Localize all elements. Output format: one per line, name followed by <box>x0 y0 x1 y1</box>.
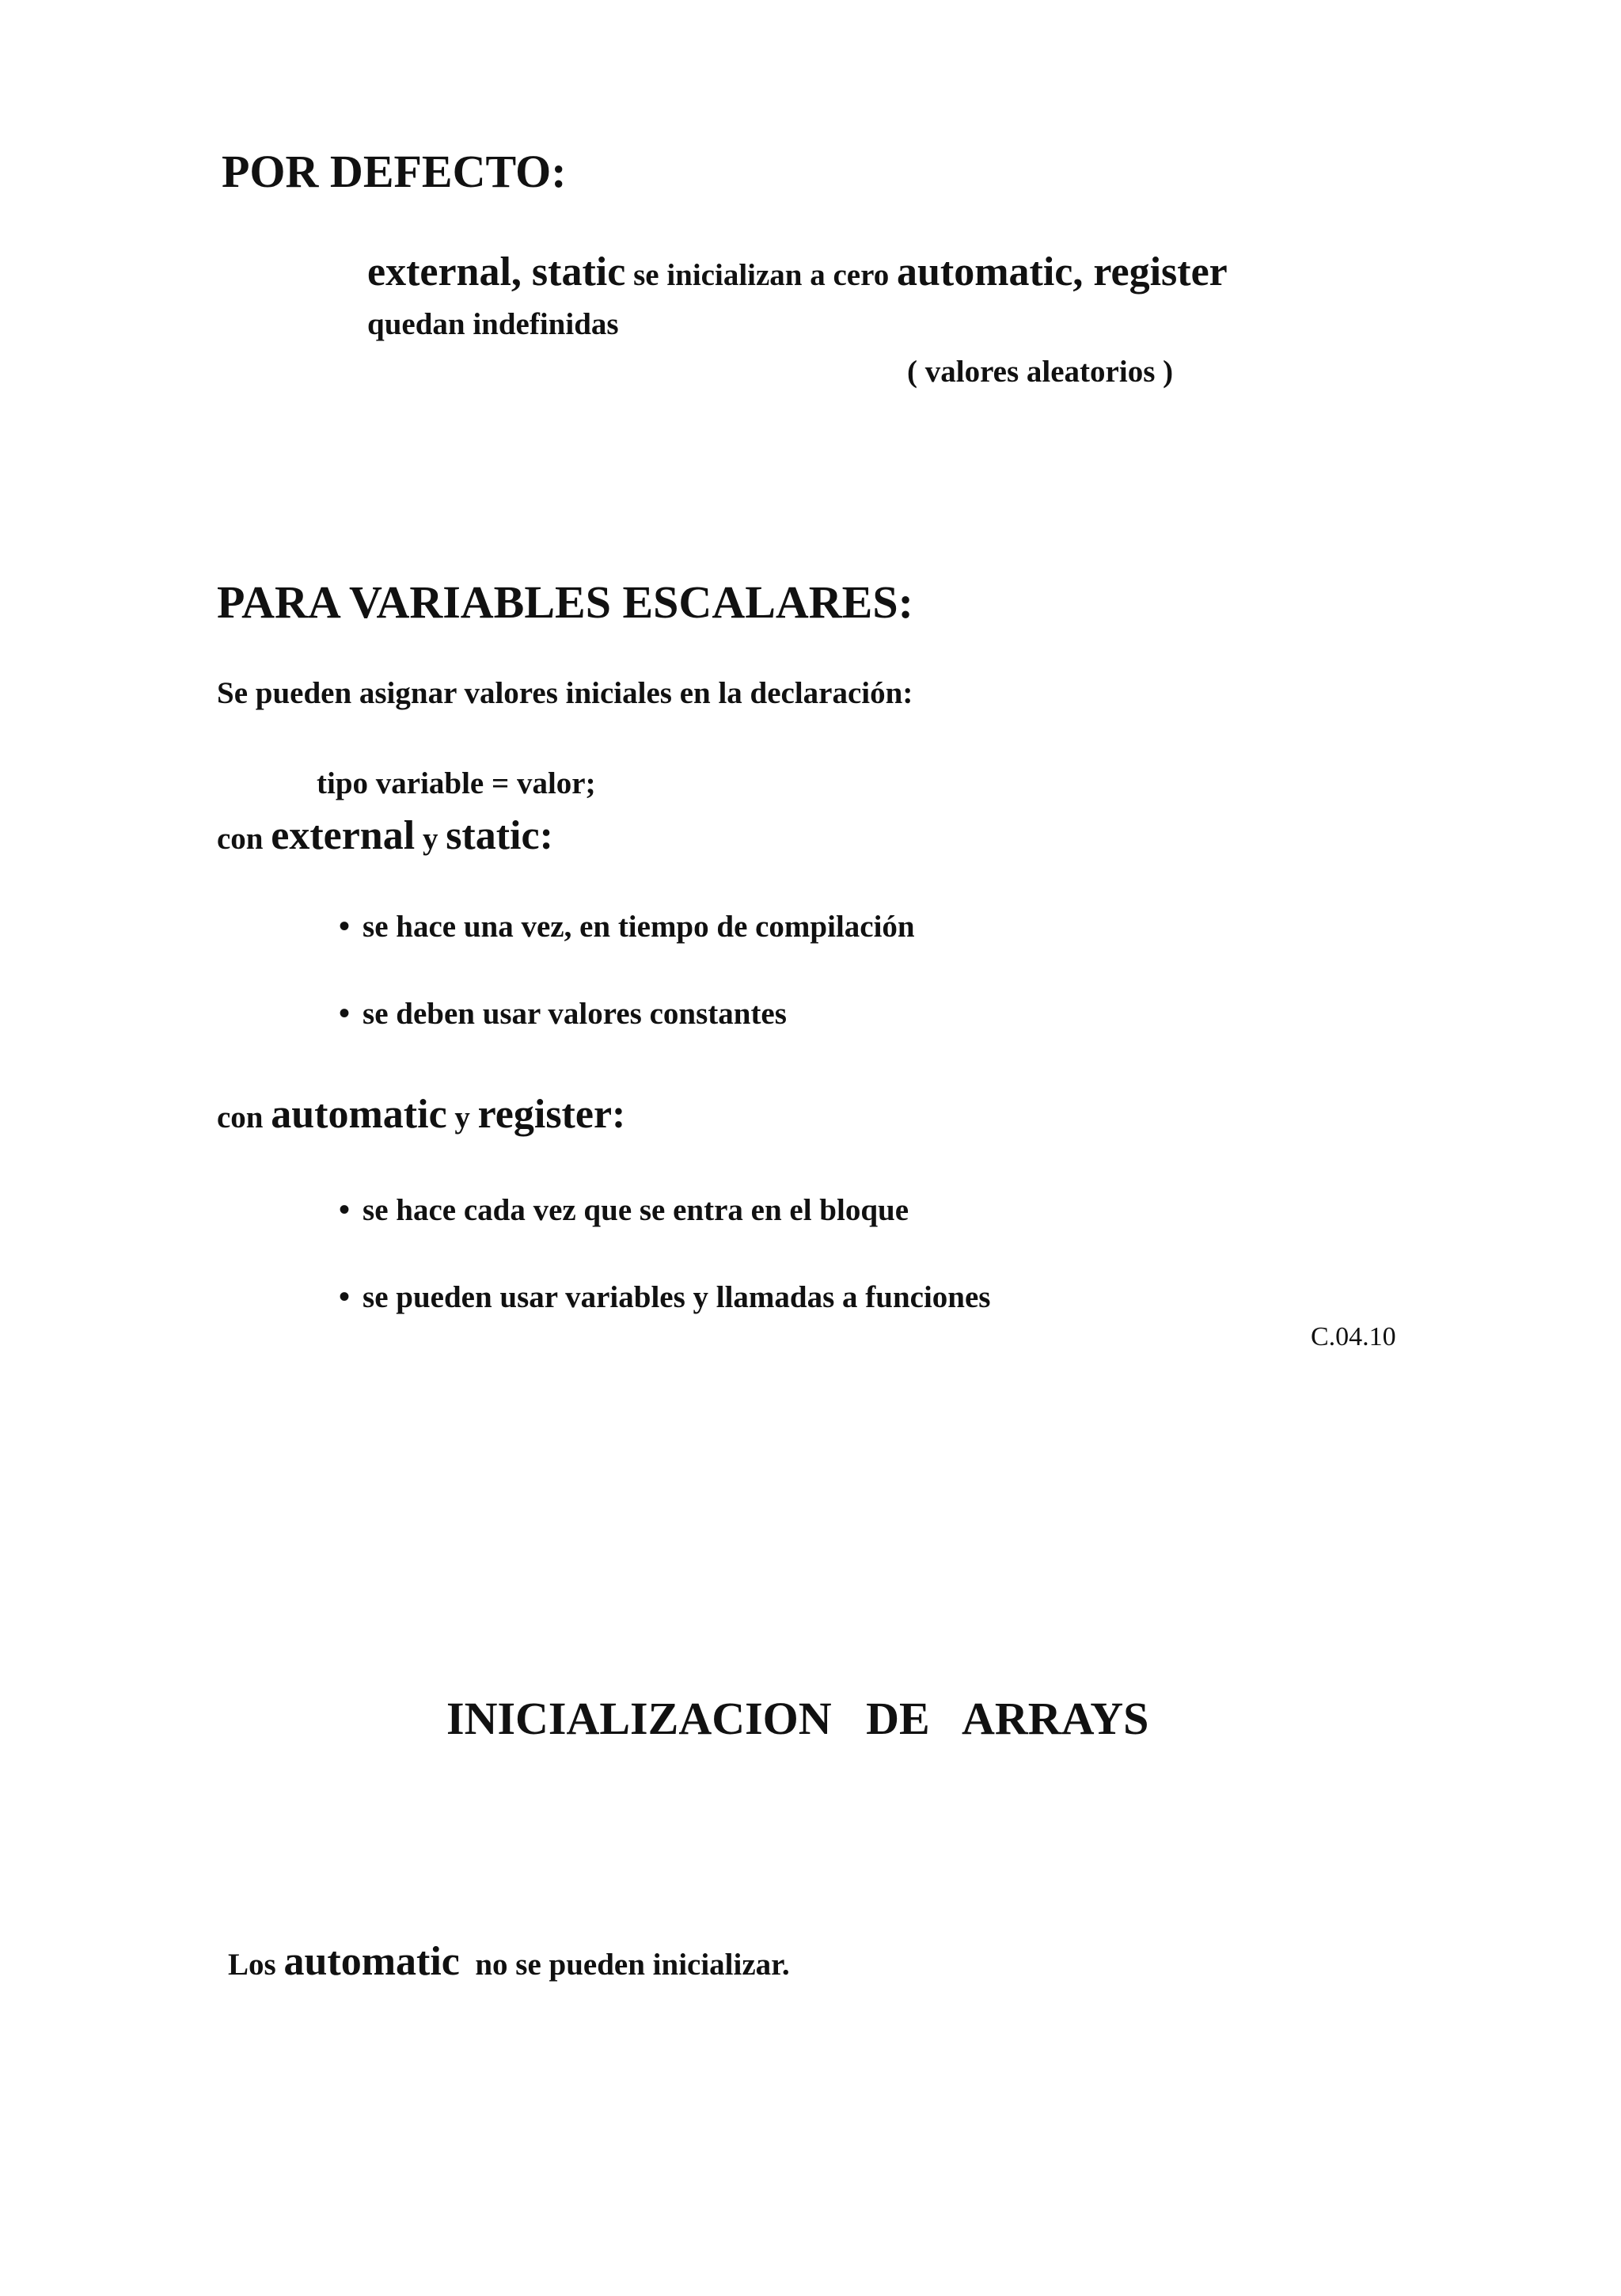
bullet-icon: • <box>339 995 351 1031</box>
heading-por-defecto: POR DEFECTO: <box>222 146 567 197</box>
bullet-text: se hace una vez, en tiempo de compilación <box>363 910 915 944</box>
declaration-syntax: tipo variable = valor; <box>317 766 596 800</box>
default-init-line <box>367 249 1228 295</box>
los-text: Los <box>228 1948 284 1982</box>
bullet-text: se deben usar valores constantes <box>363 997 787 1031</box>
keyword-automatic-register: automatic, register <box>896 249 1228 295</box>
colon: : <box>612 1092 626 1137</box>
keyword-automatic: automatic <box>283 1939 460 1984</box>
scalar-intro: Se pueden asignar valores iniciales en la declaración: <box>217 676 913 710</box>
list-item <box>339 995 787 1031</box>
bullet-text: se pueden usar variables y llamadas a funciones <box>363 1280 991 1314</box>
list-item <box>339 1281 990 1313</box>
list-item <box>339 1194 909 1226</box>
y-text: y <box>415 822 446 856</box>
automatic-register-heading <box>217 1094 625 1135</box>
colon: : <box>539 813 553 858</box>
con-text: con <box>217 1100 271 1135</box>
heading-inicializacion-arrays: INICIALIZACION DE ARRAYS <box>446 1693 1149 1744</box>
page-code: C.04.10 <box>1311 1322 1396 1351</box>
bullet-icon: • <box>339 1279 351 1314</box>
undefined-text: quedan indefinidas <box>367 307 619 341</box>
external-static-heading <box>217 815 553 857</box>
keyword-external-static: external, static <box>367 249 626 295</box>
bullet-text: se hace cada vez que se entra en el bloque <box>363 1193 909 1227</box>
random-values-text: ( valores aleatorios ) <box>907 355 1174 389</box>
keyword-automatic: automatic <box>271 1092 447 1137</box>
heading-variables-escalares: PARA VARIABLES ESCALARES: <box>217 576 913 628</box>
automatic-arrays-line <box>222 1929 790 1982</box>
keyword-external: external <box>271 813 416 858</box>
keyword-static: static <box>446 813 540 858</box>
keyword-register: register <box>477 1092 613 1137</box>
bullet-icon: • <box>339 908 351 944</box>
bullet-icon: • <box>339 1192 351 1227</box>
list-item <box>339 910 915 942</box>
cannot-init-text: no se pueden inicializar. <box>459 1948 790 1982</box>
con-text: con <box>217 822 271 856</box>
y-text: y <box>446 1100 478 1135</box>
init-text: se inicializan a cero <box>625 258 897 292</box>
